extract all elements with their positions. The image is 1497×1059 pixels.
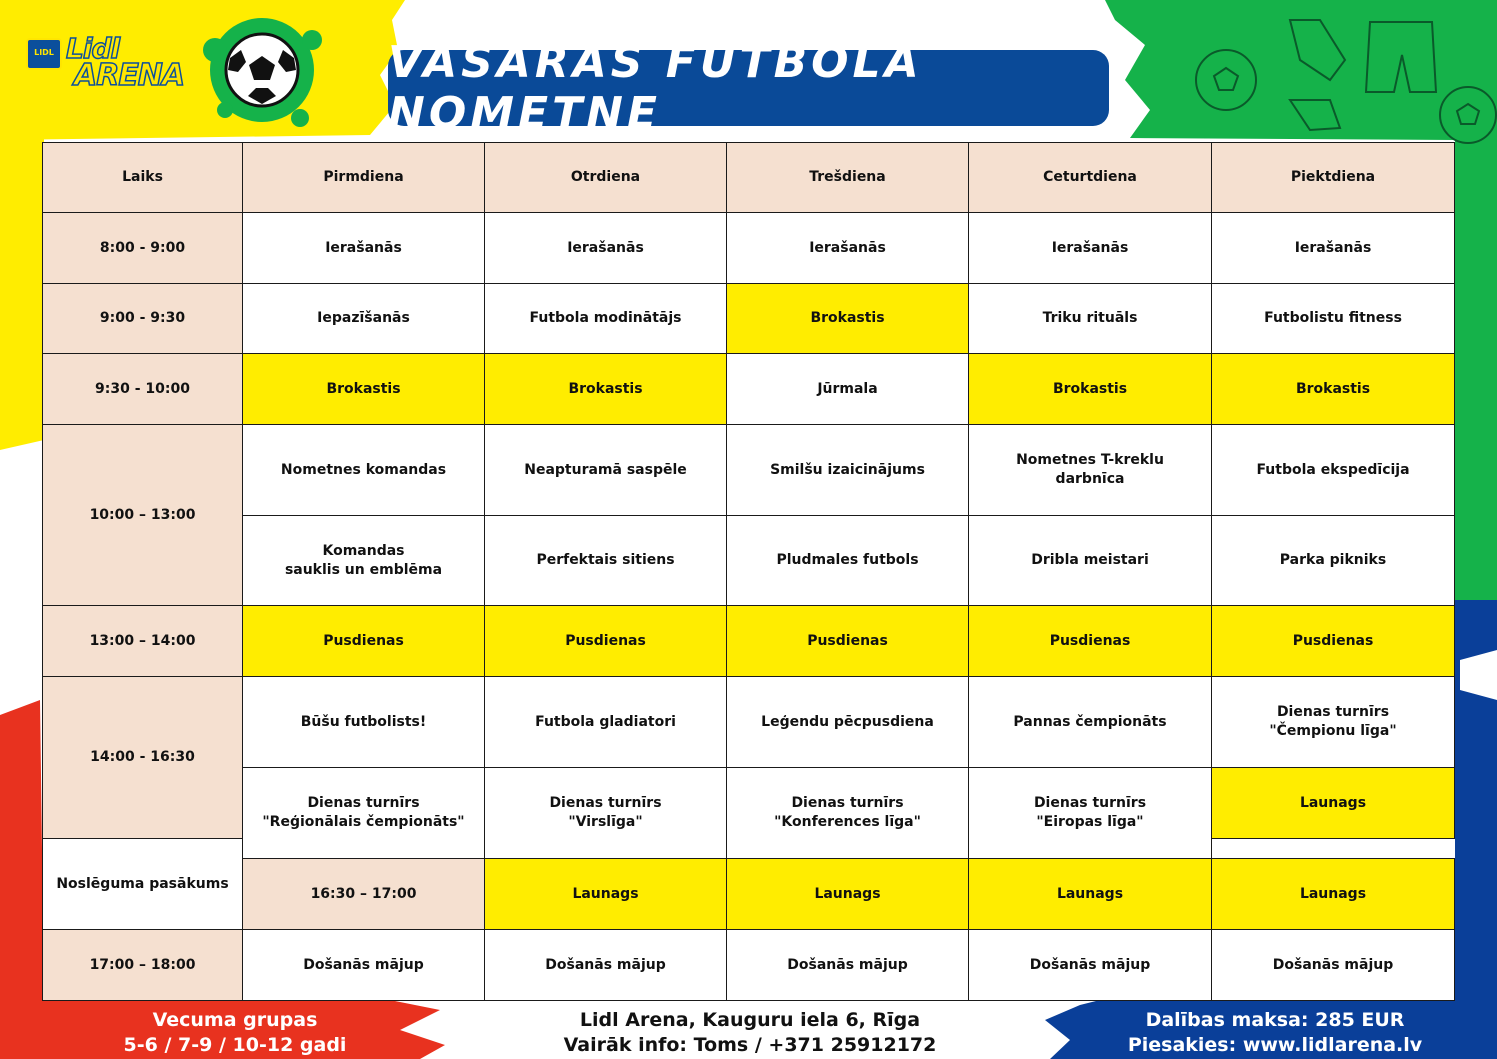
activity-cell: Ierašanās: [969, 213, 1212, 284]
lidl-badge-icon: LIDL: [26, 38, 62, 70]
header-monday: Pirmdiena: [243, 143, 485, 213]
activity-cell: Dienas turnīrs "Virslīga": [485, 768, 727, 859]
activity-cell: Nometnes T-kreklu darbnīca: [969, 425, 1212, 516]
meal-cell: Pusdienas: [485, 606, 727, 677]
header-thursday: Ceturtdiena: [969, 143, 1212, 213]
meal-cell: Launags: [969, 859, 1212, 930]
header-row: [43, 143, 1455, 213]
age-groups-label: Vecuma grupas: [152, 1009, 318, 1031]
activity-cell: Pannas čempionāts: [969, 677, 1212, 768]
activity-cell: Ierašanās: [243, 213, 485, 284]
meal-cell: Pusdienas: [727, 606, 969, 677]
address-text: Lidl Arena, Kauguru iela 6, Rīga: [579, 1009, 921, 1031]
table-row: [43, 213, 1455, 284]
header-time: Laiks: [43, 143, 243, 213]
time-cell: 9:00 - 9:30: [43, 284, 243, 354]
activity-cell: Neapturamā saspēle: [485, 425, 727, 516]
meal-cell: Pusdienas: [1212, 606, 1455, 677]
fee-signup: [1125, 1008, 1425, 1058]
time-cell: 14:00 - 16:30: [43, 677, 243, 839]
meal-cell: Brokastis: [969, 354, 1212, 425]
activity-cell: Būšu futbolists!: [243, 677, 485, 768]
header-wednesday: Trešdiena: [727, 143, 969, 213]
meal-cell: Launags: [1212, 768, 1455, 839]
activity-cell: Došanās mājup: [1212, 930, 1455, 1001]
activity-cell: Nometnes komandas: [243, 425, 485, 516]
activity-cell: Ierašanās: [1212, 213, 1455, 284]
schedule-table: [42, 142, 1455, 1001]
activity-cell: Dribla meistari: [969, 516, 1212, 606]
fee-text: Dalības maksa: 285 EUR: [1145, 1009, 1405, 1031]
meal-cell: Brokastis: [485, 354, 727, 425]
activity-cell: Došanās mājup: [727, 930, 969, 1001]
activity-cell: Došanās mājup: [969, 930, 1212, 1001]
header-tuesday: Otrdiena: [485, 143, 727, 213]
table-row: [43, 284, 1455, 354]
meal-cell: Launags: [1212, 859, 1455, 930]
table-row: [43, 677, 1455, 768]
table-row: [43, 768, 1455, 839]
activity-cell: Futbolistu fitness: [1212, 284, 1455, 354]
age-groups-values: 5-6 / 7-9 / 10-12 gadi: [123, 1034, 347, 1056]
page-title: VASARAS FUTBOLA NOMETNE: [388, 50, 1109, 126]
time-cell: 17:00 – 18:00: [43, 930, 243, 1001]
activity-cell: Ierašanās: [485, 213, 727, 284]
table-row: [43, 606, 1455, 677]
table-row: [43, 425, 1455, 516]
activity-cell: Došanās mājup: [243, 930, 485, 1001]
activity-cell: Futbola modinātājs: [485, 284, 727, 354]
logo-text-top: Lidl: [66, 32, 120, 65]
table-row: [43, 930, 1455, 1001]
time-cell: 16:30 – 17:00: [243, 859, 485, 930]
activity-cell: Ierašanās: [727, 213, 969, 284]
activity-cell: Parka pikniks: [1212, 516, 1455, 606]
activity-cell: Jūrmala: [727, 354, 969, 425]
activity-cell: Dienas turnīrs "Eiropas līga": [969, 768, 1212, 859]
time-cell: 10:00 – 13:00: [43, 425, 243, 606]
meal-cell: Pusdienas: [969, 606, 1212, 677]
logo-text-bottom: ARENA: [74, 58, 185, 93]
activity-cell: Komandas sauklis un emblēma: [243, 516, 485, 606]
contact-info: [560, 1008, 940, 1058]
activity-cell: Smilšu izaicinājums: [727, 425, 969, 516]
time-cell: 9:30 - 10:00: [43, 354, 243, 425]
meal-cell: Brokastis: [1212, 354, 1455, 425]
activity-cell: Pludmales futbols: [727, 516, 969, 606]
activity-cell: Leģendu pēcpusdiena: [727, 677, 969, 768]
meal-cell: Brokastis: [243, 354, 485, 425]
lidl-arena-logo: [24, 32, 186, 98]
signup-link[interactable]: Piesakies: www.lidlarena.lv: [1127, 1034, 1423, 1056]
activity-cell: Došanās mājup: [485, 930, 727, 1001]
activity-cell: Futbola gladiatori: [485, 677, 727, 768]
meal-cell: Pusdienas: [243, 606, 485, 677]
activity-cell: Perfektais sitiens: [485, 516, 727, 606]
time-cell: 8:00 - 9:00: [43, 213, 243, 284]
activity-cell: Noslēguma pasākums: [43, 839, 243, 930]
activity-cell: Dienas turnīrs "Reģionālais čempionāts": [243, 768, 485, 859]
table-row: [43, 354, 1455, 425]
activity-cell: Dienas turnīrs "Konferences līga": [727, 768, 969, 859]
header-friday: Piektdiena: [1212, 143, 1455, 213]
activity-cell: Iepazīšanās: [243, 284, 485, 354]
activity-cell: Dienas turnīrs "Čempionu līga": [1212, 677, 1455, 768]
table-row: [43, 516, 1455, 606]
activity-cell: Futbola ekspedīcija: [1212, 425, 1455, 516]
activity-cell: Triku rituāls: [969, 284, 1212, 354]
info-phone-text[interactable]: Vairāk info: Toms / +371 25912172: [563, 1034, 937, 1056]
meal-cell: Launags: [727, 859, 969, 930]
soccer-ball-icon: [226, 34, 298, 106]
meal-cell: Launags: [485, 859, 727, 930]
time-cell: 13:00 – 14:00: [43, 606, 243, 677]
age-groups: [120, 1008, 350, 1058]
table-row: [43, 859, 1455, 930]
meal-cell: Brokastis: [727, 284, 969, 354]
